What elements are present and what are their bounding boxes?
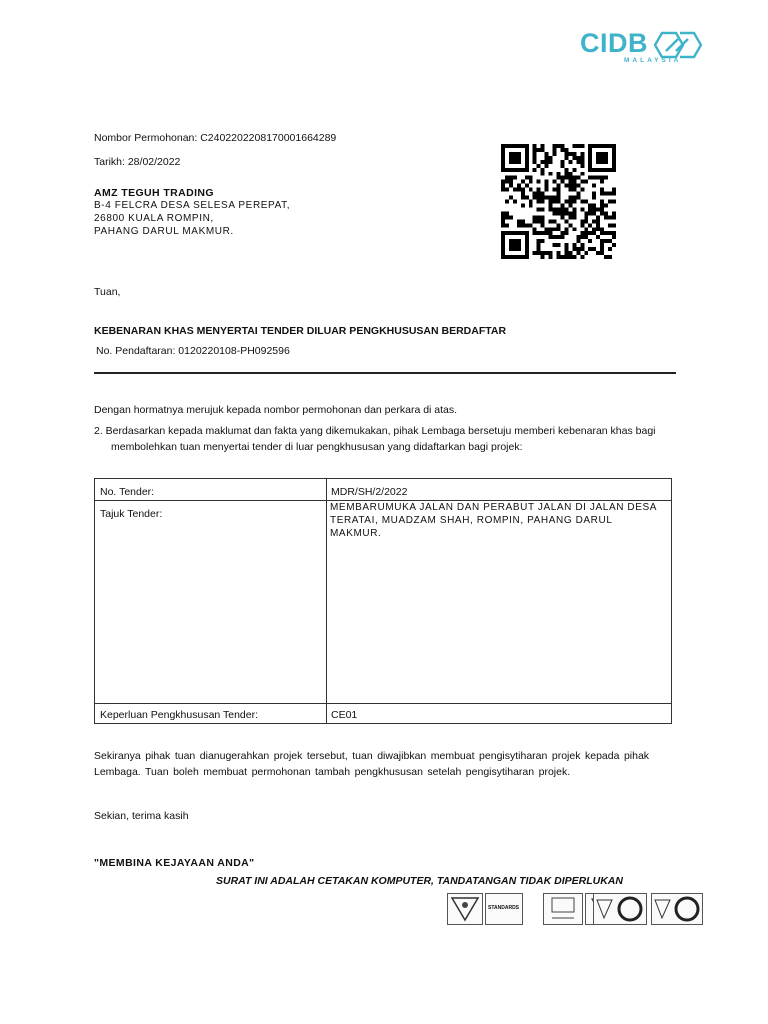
- table-value-tender-title-line: MAKMUR.: [330, 528, 382, 539]
- motto-text: "MEMBINA KEJAYAAN ANDA": [94, 857, 255, 869]
- table-label-tender-no: No. Tender:: [100, 486, 155, 498]
- letter-date: Tarikh: 28/02/2022: [94, 156, 181, 168]
- certification-badge-icon: [447, 893, 483, 925]
- recipient-address-line: B-4 FELCRA DESA SELESA PEREPAT,: [94, 200, 291, 211]
- intro-paragraph: Dengan hormatnya merujuk kepada nombor permohonan dan perkara di atas.: [94, 404, 458, 416]
- table-value-tender-no: MDR/SH/2/2022: [331, 486, 408, 498]
- table-value-specialization: CE01: [331, 709, 358, 721]
- closing-paragraph-line: Sekiranya pihak tuan dianugerahkan projek tersebut, tuan diwajibkan membuat pengisytiharan projek kepada pihak: [94, 750, 650, 762]
- badge-text: STANDARDS: [488, 905, 520, 911]
- divider: [94, 372, 676, 374]
- table-value-tender-title-line: MEMBARUMUKA JALAN DAN PERABUT JALAN DI JALAN DESA: [330, 502, 658, 513]
- logo-mark-icon: [654, 30, 702, 60]
- table-value-tender-title-line: TERATAI, MUADZAM SHAH, ROMPIN, PAHANG DARUL: [330, 515, 613, 526]
- certification-badge-icon: [651, 893, 703, 925]
- tender-table: [94, 478, 672, 724]
- application-number: Nombor Permohonan: C2402202208170001664289: [94, 132, 337, 144]
- subject-title: KEBENARAN KHAS MENYERTAI TENDER DILUAR PENGKHUSUSAN BERDAFTAR: [94, 325, 507, 337]
- paragraph-2-line: 2. Berdasarkan kepada maklumat dan fakta yang dikemukakan, pihak Lembaga bersetuju memberi kebenaran khas bagi: [94, 425, 656, 437]
- certification-badge-icon: [485, 893, 523, 925]
- recipient-address-line: 26800 KUALA ROMPIN,: [94, 213, 214, 224]
- qr-code-icon: [501, 143, 616, 260]
- salutation: Tuan,: [94, 286, 121, 298]
- thanks-text: Sekian, terima kasih: [94, 810, 189, 822]
- recipient-name: AMZ TEGUH TRADING: [94, 187, 214, 199]
- table-label-specialization: Keperluan Pengkhususan Tender:: [100, 709, 259, 721]
- certification-badge-icon: [593, 893, 647, 925]
- paragraph-2-line: membolehkan tuan menyertai tender di luar pengkhususan yang didaftarkan bagi projek:: [111, 441, 523, 453]
- computer-print-note: SURAT INI ADALAH CETAKAN KOMPUTER, TANDATANGAN TIDAK DIPERLUKAN: [216, 875, 623, 887]
- certification-badge-icon: [543, 893, 583, 925]
- recipient-address-line: PAHANG DARUL MAKMUR.: [94, 226, 234, 237]
- logo-subtext: MALAYSIA: [624, 57, 682, 64]
- closing-paragraph-line: Lembaga. Tuan boleh membuat permohonan tambah pengkhususan setelah pengisytiharan projek.: [94, 766, 571, 778]
- table-label-tender-title: Tajuk Tender:: [100, 508, 163, 520]
- logo-text: CIDB: [580, 28, 648, 58]
- cidb-logo-icon: [580, 26, 700, 74]
- registration-number: No. Pendaftaran: 0120220108-PH092596: [96, 345, 290, 357]
- certification-badges: [447, 891, 703, 927]
